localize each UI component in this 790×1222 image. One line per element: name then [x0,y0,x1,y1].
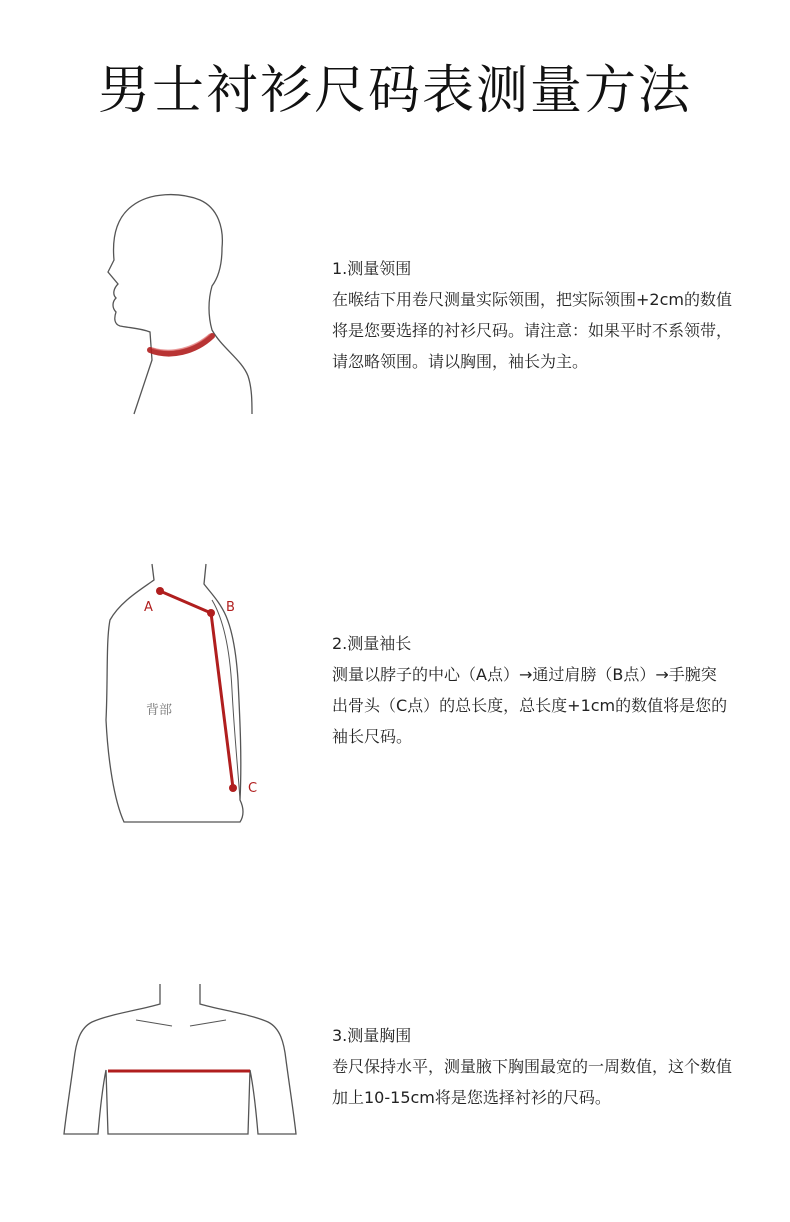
section-body: 在喉结下用卷尺测量实际领围，把实际领围+2cm的数值将是您要选择的衬衫尺码。请注意：如果平时不系领带，请忽略领围。请以胸围，袖长为主。 [332,290,733,371]
point-c-marker [229,784,237,792]
section-body: 卷尺保持水平，测量腋下胸围最宽的一周数值，这个数值加上10-15cm将是您选择衬衫的尺码。 [332,1057,733,1107]
section-chest-text [332,1020,732,1113]
section-heading: 3.测量胸围 [332,1026,412,1045]
back-arm-illustration [100,560,270,830]
section-neck-text [332,253,732,377]
point-a-marker [156,587,164,595]
neck-measure-band [150,336,212,354]
point-b-marker [207,609,215,617]
section-heading: 2.测量袖长 [332,634,412,653]
section-heading: 1.测量领围 [332,259,412,278]
collarbone-left [136,1020,172,1026]
torso-front-illustration [60,980,305,1140]
section-body: 测量以脖子的中心（A点）→通过肩膀（B点）→手腕突出骨头（C点）的总长度，总长度+1cm的数值将是您的袖长尺码。 [332,665,728,746]
sleeve-measure-line [160,591,233,788]
back-label: 背部 [146,703,173,718]
point-c-label: C [248,781,258,796]
torso-outline [64,984,296,1134]
section-sleeve-text [332,628,732,752]
arm-outline [212,600,240,800]
point-a-label: A [144,600,153,615]
page-title: 男士衬衫尺码表测量方法 [97,61,692,121]
head-profile-illustration [100,190,270,420]
collarbone-right [190,1020,226,1026]
point-b-label: B [226,600,235,615]
head-outline [108,195,252,414]
